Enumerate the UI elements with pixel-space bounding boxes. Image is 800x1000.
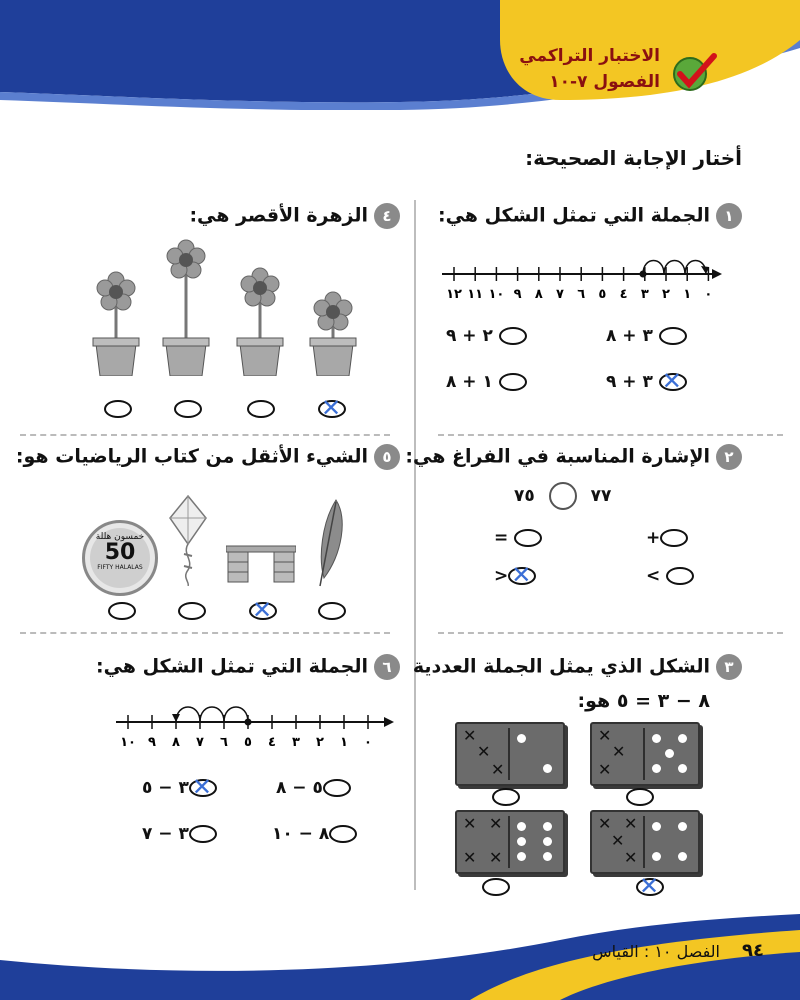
tick-label: ٤ <box>268 735 276 750</box>
tick-label: ١ <box>683 287 692 302</box>
tick-label: ٨ <box>172 735 180 750</box>
q4-option-c[interactable] <box>247 398 275 418</box>
tick-label: ٣ <box>292 735 300 750</box>
tick-label: ١١ <box>467 287 484 302</box>
question-text: الشكل الذي يمثل الجملة العددية <box>412 655 710 678</box>
question-text: الإشارة المناسبة في الفراغ هي: <box>405 445 710 468</box>
domino-a: ✕ ✕ ✕ <box>455 722 565 786</box>
question-text: الجملة التي تمثل الشكل هي: <box>95 655 368 678</box>
question-number: ٢ <box>716 444 742 470</box>
column-divider <box>414 200 416 890</box>
desk-icon <box>226 544 296 584</box>
q3-option-a[interactable] <box>492 786 520 806</box>
q4-option-a[interactable] <box>104 398 132 418</box>
divider <box>20 434 390 436</box>
check-icon <box>670 52 720 96</box>
kite-icon <box>166 494 210 586</box>
number-line-q1 <box>438 246 728 306</box>
tick-label: ٩ <box>513 287 522 302</box>
question-number: ٣ <box>716 654 742 680</box>
q1-option-b[interactable]: ٢ + ٩ <box>446 326 527 346</box>
tick-label: ٧ <box>556 287 564 302</box>
instruction: أختار الإجابة الصحيحة: <box>525 146 742 170</box>
question-6 <box>96 654 400 680</box>
tick-label: ٨ <box>534 287 543 302</box>
tick-label: ٢ <box>662 287 670 302</box>
question-number: ٥ <box>374 444 400 470</box>
q1-option-c[interactable]: ٣ + ٩ ✕ <box>606 372 687 392</box>
q6-option-d[interactable]: ٣ − ٧ <box>142 824 217 844</box>
question-number: ٦ <box>374 654 400 680</box>
question-1 <box>438 203 742 229</box>
question-text: الجملة التي تمثل الشكل هي: <box>437 204 710 227</box>
tick-label: ٦ <box>577 287 586 302</box>
tick-label: ١٠ <box>488 287 505 302</box>
divider <box>20 632 390 634</box>
page-number: ٩٤ <box>742 940 764 961</box>
q5-option-d[interactable] <box>318 600 346 620</box>
q2-option-greater[interactable]: >✕ <box>494 566 536 586</box>
coin: خمسون هللة 50 FIFTY HALALAS <box>82 520 158 596</box>
q4-option-b[interactable] <box>174 398 202 418</box>
q6-option-c[interactable]: ٨ − ١٠ <box>272 824 357 844</box>
q2-option-equal[interactable]: = <box>494 528 542 548</box>
q6-option-a[interactable]: ٥ − ٨ <box>276 778 351 798</box>
flowers-illustration <box>80 236 370 376</box>
q3-option-d[interactable] <box>636 876 664 896</box>
question-2 <box>405 444 742 470</box>
tick-label: ٥ <box>244 735 252 750</box>
q5-option-b[interactable] <box>178 600 206 620</box>
tick-label: ٣ <box>640 287 649 302</box>
question-number: ٤ <box>374 203 400 229</box>
tick-label: ٤ <box>619 287 628 302</box>
question-text: الشيء الأثقل من كتاب الرياضيات هو: <box>15 445 368 468</box>
tick-label: ٩ <box>148 735 156 750</box>
q1-option-d[interactable]: ١ + ٨ <box>446 372 527 392</box>
q2-comparison: ٧٧ ٧٥ <box>514 482 611 510</box>
tick-label: ٠ <box>704 287 713 302</box>
feather-icon <box>314 498 344 588</box>
question-3 <box>413 654 742 680</box>
tick-label: ٥ <box>598 287 607 302</box>
q5-option-a[interactable] <box>108 600 136 620</box>
tick-label: ٦ <box>220 735 228 750</box>
domino-d: ✕ ✕ ✕ ✕ <box>590 810 700 874</box>
q3-option-c[interactable] <box>482 876 510 896</box>
q4-option-d[interactable] <box>318 398 346 418</box>
question-5 <box>16 444 400 470</box>
question-text: الزهرة الأقصر هي: <box>189 204 368 227</box>
header-title: الاختبار التراكمي <box>519 46 660 66</box>
question-3-equation: ٨ − ٣ = ٥ هو: <box>577 690 710 712</box>
number-line-q6 <box>112 692 402 758</box>
domino-c: ✕ ✕ ✕ ✕ <box>455 810 565 874</box>
chapter-label: الفصل ١٠ : القياس <box>592 942 720 961</box>
q3-option-b[interactable] <box>626 786 654 806</box>
tick-label: ١٢ <box>446 287 462 302</box>
blank-circle <box>549 482 577 510</box>
q5-option-c[interactable] <box>249 600 277 620</box>
q1-option-a[interactable]: ٣ + ٨ <box>606 326 687 346</box>
tick-label: ١٠ <box>120 735 136 750</box>
divider <box>438 434 783 436</box>
q2-option-less[interactable]: < <box>646 566 694 586</box>
question-4 <box>189 203 400 229</box>
divider <box>438 632 783 634</box>
tick-label: ١ <box>340 735 348 750</box>
tick-label: ٢ <box>316 735 324 750</box>
q2-option-plus[interactable]: + <box>646 528 688 548</box>
domino-b: ✕ ✕ ✕ <box>590 722 700 786</box>
header-subtitle: الفصول ٧-١٠ <box>549 72 660 92</box>
question-number: ١ <box>716 203 742 229</box>
tick-label: ٧ <box>196 735 204 750</box>
q6-option-b[interactable]: ٣ − ٥✕ <box>142 778 217 798</box>
tick-label: ٠ <box>364 735 372 750</box>
